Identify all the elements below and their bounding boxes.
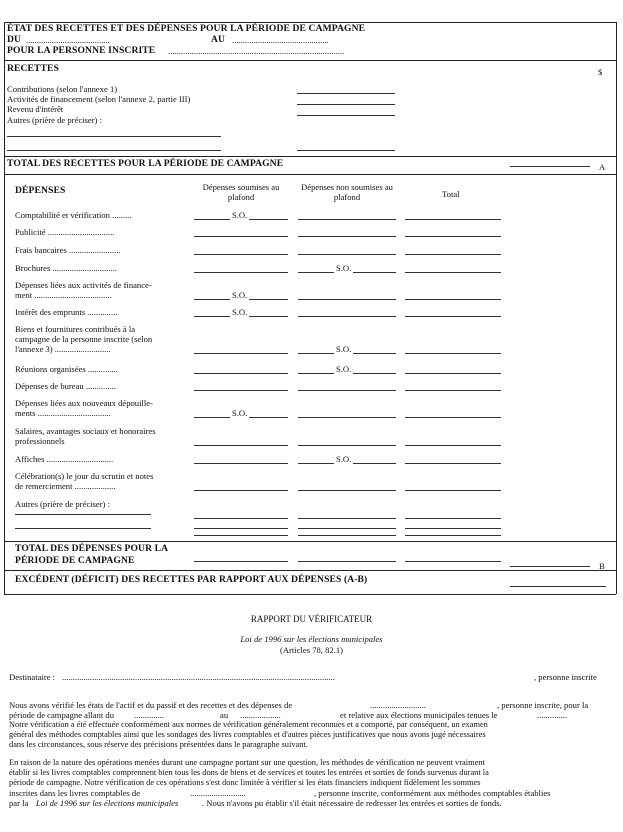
total-recettes-label: TOTAL DES RECETTES POUR LA PÉRIODE DE CAMPAGNE xyxy=(7,158,284,169)
depense-amount-line[interactable] xyxy=(298,299,396,300)
rapport-articles: (Articles 78, 82.1) xyxy=(279,645,343,655)
excedent-line[interactable] xyxy=(510,586,606,587)
col-soumises-header: Dépenses soumises au plafond xyxy=(202,182,280,202)
depense-amount-line[interactable] xyxy=(405,518,501,519)
depense-amount-line[interactable] xyxy=(298,254,396,255)
total-recettes-divider xyxy=(4,174,616,175)
p2-line1: En raison de la nature des opérations menées durant une campagne portant sur une question, les méthodes de vérification ne peuvent vraiment xyxy=(9,758,485,767)
total-depenses-label-1: TOTAL DES DÉPENSES POUR LA xyxy=(15,543,169,554)
recettes-item-interet: Revenu d'intérêt xyxy=(7,104,64,114)
depense-so-marker: S.O. xyxy=(336,454,352,464)
depense-amount-line[interactable] xyxy=(194,272,288,273)
depense-amount-line[interactable] xyxy=(194,535,288,536)
depense-so-marker: S.O. xyxy=(232,307,248,317)
frame-left xyxy=(4,22,5,594)
recettes-heading: RECETTES xyxy=(7,63,59,74)
recettes-autres-spec-1[interactable] xyxy=(7,136,221,137)
p1-line2-a: période de campagne allant du xyxy=(9,710,114,720)
p2-line2: établir si les livres comptables comprennent bien tous les dons de biens et de services et toutes les entrées et sorties de fonds survenus durant la xyxy=(9,768,489,777)
registrant-dots: .................................................................................. xyxy=(168,46,345,56)
depense-amount-line[interactable] xyxy=(405,353,501,354)
depense-amount-line[interactable] xyxy=(405,236,501,237)
au-label: AU xyxy=(211,34,226,45)
recettes-item-autres: Autres (prière de préciser) : xyxy=(7,115,102,125)
depense-amount-line[interactable] xyxy=(194,236,288,237)
p1-period-end-field[interactable]: ................... xyxy=(240,710,281,720)
depense-amount-line[interactable] xyxy=(405,528,501,529)
currency-symbol: $ xyxy=(598,67,603,77)
depense-amount-line[interactable] xyxy=(405,316,501,317)
depense-so-marker: S.O. xyxy=(336,344,352,354)
depense-amount-line[interactable] xyxy=(298,518,396,519)
depense-row-label: Frais bancaires ........................ xyxy=(15,245,121,255)
depense-row-label: Salaires, avantages sociaux et honoraires xyxy=(15,426,156,436)
total-depenses-label-2: PÉRIODE DE CAMPAGNE xyxy=(15,555,135,566)
statement-title: ÉTAT DES RECETTES ET DES DÉPENSES POUR LA PÉRIODE DE CAMPAGNE xyxy=(7,23,366,34)
col-non-soumises-header: Dépenses non soumises au plafond xyxy=(301,182,393,202)
recettes-line-3[interactable] xyxy=(297,115,395,116)
depense-amount-line[interactable] xyxy=(405,463,501,464)
destinataire-field[interactable]: ............................................................................................................................... xyxy=(62,672,335,682)
p1-line1-c: , personne inscrite, pour la xyxy=(497,700,589,710)
depense-amount-line[interactable] xyxy=(405,254,501,255)
recettes-autres-spec-2[interactable] xyxy=(7,150,221,151)
depense-row-label: ments .................................. xyxy=(15,408,111,418)
depense-amount-line[interactable] xyxy=(405,390,501,391)
destinataire-suffix: , personne inscrite xyxy=(534,672,597,682)
depense-so-marker: S.O. xyxy=(232,290,248,300)
depense-amount-line[interactable] xyxy=(194,373,288,374)
depense-amount-line[interactable] xyxy=(298,417,396,418)
depense-amount-line[interactable] xyxy=(405,373,501,374)
depense-amount-line[interactable] xyxy=(405,272,501,273)
depense-amount-line[interactable] xyxy=(298,316,396,317)
depense-amount-line[interactable] xyxy=(194,254,288,255)
p2-line4-c: , personne inscrite, conformément aux méthodes comptables établies xyxy=(314,788,551,798)
destinataire-label: Destinataire : xyxy=(9,672,56,682)
depense-amount-line[interactable] xyxy=(194,528,288,529)
total-depenses-line[interactable] xyxy=(510,566,590,567)
p2-line5-a: par la xyxy=(9,798,29,808)
recettes-divider xyxy=(4,156,616,157)
autres-spec-line[interactable] xyxy=(15,514,151,515)
depense-amount-line[interactable] xyxy=(405,445,501,446)
depense-amount-line[interactable] xyxy=(194,490,288,491)
depense-row-label: l'annexe 3) .......................... xyxy=(15,344,111,354)
depenses-heading: DÉPENSES xyxy=(15,185,66,196)
depense-row-label: Réunions organisées .............. xyxy=(15,364,118,374)
depense-row-label: Autres (prière de préciser) : xyxy=(15,499,110,509)
depense-row-label: ment .................................... xyxy=(15,290,112,300)
p1-line2-au: au xyxy=(220,710,229,720)
au-dots: ............................................. xyxy=(232,35,329,45)
p2-registrant-field[interactable]: .......................... xyxy=(190,788,246,798)
total-depenses-marker: B xyxy=(599,561,605,571)
depense-row-label: Intérêt des emprunts .............. xyxy=(15,307,118,317)
p1-line2-e: et relative aux élections municipales tenues le xyxy=(340,710,498,720)
depenses-total-divider xyxy=(4,541,616,542)
p1-registrant-field[interactable]: .......................... xyxy=(370,700,426,710)
recettes-line-2[interactable] xyxy=(297,104,395,105)
recettes-item-contributions: Contributions (selon l'annexe 1) xyxy=(7,84,118,94)
depense-so-marker: S.O. xyxy=(232,210,248,220)
header-divider xyxy=(4,60,616,61)
depense-amount-line[interactable] xyxy=(405,490,501,491)
total-recettes-marker: A xyxy=(599,162,606,172)
total-depenses-col-line[interactable] xyxy=(298,561,396,562)
depense-so-marker: S.O. xyxy=(336,364,352,374)
depense-amount-line[interactable] xyxy=(405,219,501,220)
depense-amount-line[interactable] xyxy=(298,490,396,491)
p1-line1-a: Nous avons vérifié les états de l'actif et du passif et des recettes et des dépenses de xyxy=(9,700,293,710)
depense-amount-line[interactable] xyxy=(298,219,396,220)
recettes-item-financement: Activités de financement (selon l'annexe 2, partie III) xyxy=(7,94,191,104)
recettes-line-4[interactable] xyxy=(297,150,395,151)
depense-row-label: Affiches ............................... xyxy=(15,454,114,464)
depense-amount-line[interactable] xyxy=(405,299,501,300)
p2-line3: période de campagne. Notre vérification de ces opérations s'est donc limitée à vérifier si les états financiers indiquent fidèlement les sommes xyxy=(9,778,481,787)
frame-right xyxy=(616,22,617,594)
depense-so-marker: S.O. xyxy=(232,408,248,418)
excedent-divider xyxy=(4,570,616,571)
depense-row-label: Brochures .............................. xyxy=(15,263,117,273)
p1-period-start-field[interactable]: .............. xyxy=(134,710,165,720)
excedent-label: EXCÉDENT (DÉFICIT) DES RECETTES PAR RAPPORT AUX DÉPENSES (A-B) xyxy=(15,574,368,585)
p1-line3: Notre vérification a été effectuée conformément aux normes de vérification généralement reconnues et a comporté, par conséquent, un examen xyxy=(9,720,488,729)
depense-amount-line[interactable] xyxy=(194,518,288,519)
depense-row-label: Biens et fournitures contribués à la xyxy=(15,324,136,334)
rapport-law: Loi de 1996 sur les élections municipales xyxy=(240,634,383,644)
frame-bottom xyxy=(4,594,616,595)
col-total-header: Total xyxy=(442,189,460,199)
depense-amount-line[interactable] xyxy=(298,236,396,237)
depense-row-label: Comptabilité et vérification ......... xyxy=(15,210,132,220)
total-recettes-line[interactable] xyxy=(510,166,590,167)
depense-so-marker: S.O. xyxy=(336,263,352,273)
depense-amount-line[interactable] xyxy=(405,535,501,536)
p2-line4-a: inscrites dans les livres comptables de xyxy=(9,788,141,798)
recettes-line-1[interactable] xyxy=(297,93,395,94)
registrant-label: POUR LA PERSONNE INSCRITE xyxy=(7,45,156,56)
p1-line5: dans les circonstances, sous réserve des précisions présentées dans le paragraphe suivant. xyxy=(9,740,308,749)
depense-amount-line[interactable] xyxy=(194,463,288,464)
du-dots: ....................................... xyxy=(26,35,110,45)
depense-amount-line[interactable] xyxy=(194,445,288,446)
depense-row-label: Dépenses liées aux nouveaux dépouille- xyxy=(15,398,153,408)
depense-row-label: de remerciement ................... xyxy=(15,481,116,491)
depense-amount-line[interactable] xyxy=(298,390,396,391)
depense-amount-line[interactable] xyxy=(298,445,396,446)
depense-amount-line[interactable] xyxy=(194,390,288,391)
total-depenses-col-line[interactable] xyxy=(194,561,288,562)
total-depenses-col-line[interactable] xyxy=(405,561,501,562)
p1-line4: général des méthodes comptables ainsi que les sondages des livres comptables et d'autres pièces justificatives que nous avons jugé nécessaires xyxy=(9,730,486,739)
depense-amount-line[interactable] xyxy=(405,417,501,418)
rapport-title: RAPPORT DU VÉRIFICATEUR xyxy=(250,614,373,624)
depense-amount-line[interactable] xyxy=(298,535,396,536)
p1-election-date-field[interactable]: .............. xyxy=(537,710,568,720)
depense-row-label: campagne de la personne inscrite (selon xyxy=(15,334,153,344)
du-label: DU xyxy=(7,34,22,45)
autres-spec-line[interactable] xyxy=(15,528,151,529)
depense-amount-line[interactable] xyxy=(298,528,396,529)
p2-line5-c: . Nous n'avons pu établir s'il était nécessaire de redresser les entrées et sorties de fonds. xyxy=(202,798,502,808)
p2-line5-law: Loi de 1996 sur les élections municipales xyxy=(36,798,179,808)
depense-amount-line[interactable] xyxy=(194,353,288,354)
depense-row-label: Célébration(s) le jour du scrutin et notes xyxy=(15,471,154,481)
depense-row-label: Dépenses liées aux activités de finance- xyxy=(15,280,152,290)
depense-row-label: Dépenses de bureau .............. xyxy=(15,381,116,391)
depense-row-label: Publicité ............................... xyxy=(15,227,115,237)
depense-row-label: professionnels xyxy=(15,436,65,446)
